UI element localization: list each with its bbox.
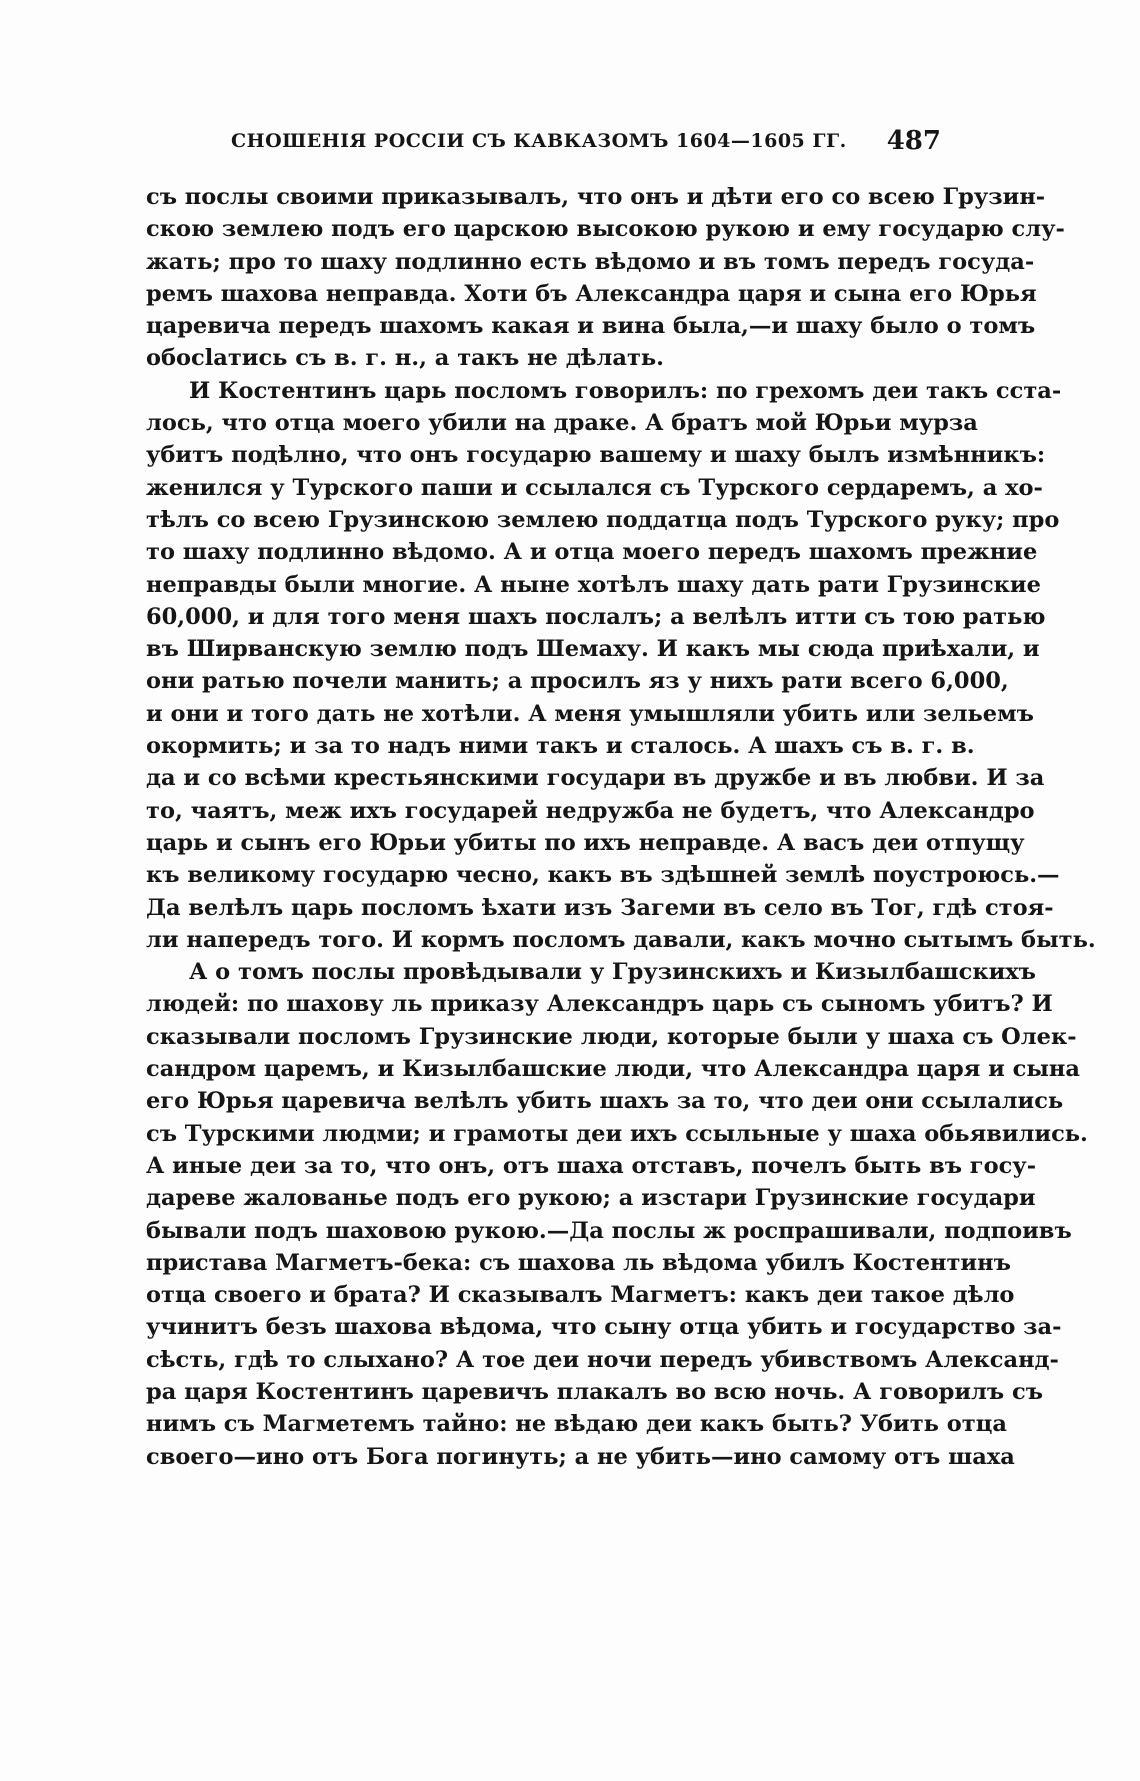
text-line: нимъ съ Магметемъ тайно: не вѣдаю деи какъ быть? Убить отца bbox=[146, 1411, 1007, 1438]
page-number: 487 bbox=[886, 126, 941, 156]
text-line: ремъ шахова неправда. Хоти бъ Александра царя и сына его Юрья bbox=[146, 280, 1037, 307]
text-line: то, чаятъ, меж ихъ государей недружба не будетъ, что Александро bbox=[146, 797, 1035, 824]
text-line: отца своего и брата? И сказывалъ Магметъ: какъ деи такое дѣло bbox=[146, 1282, 1015, 1309]
text-line: ли напередъ того. И кормъ посломъ давали, какъ мочно сытымъ быть. bbox=[146, 926, 1096, 953]
text-line: А иные деи за то, что онъ, отъ шаха отставъ, почелъ быть въ госу- bbox=[146, 1152, 1037, 1179]
text-line: то шаху подлинно вѣдомо. А и отца моего передъ шахомъ прежние bbox=[146, 539, 1038, 566]
text-line: тѣлъ со всею Грузинскою землею поддатца подъ Турского руку; про bbox=[146, 506, 1060, 533]
text-line: 60,000, и для того меня шахъ послалъ; а велѣлъ итти съ тою ратью bbox=[146, 603, 1046, 630]
text-line: сандром царемъ, и Кизылбашские люди, что Александра царя и сына bbox=[146, 1056, 1080, 1083]
page-header bbox=[231, 126, 941, 160]
text-line: обосlатись съ в. г. н., а такъ не дѣлать. bbox=[146, 345, 664, 372]
text-line: къ великому государю чесно, какъ въ здѣшней землѣ поустроюсь.— bbox=[146, 862, 1060, 889]
text-line: ра царя Костентинъ царевичъ плакалъ во всю ночь. А говорилъ съ bbox=[146, 1378, 1043, 1405]
text-line: неправды были многие. А ныне хотѣлъ шаху дать рати Грузинские bbox=[146, 571, 1041, 598]
text-line: окормить; и за то надъ ними такъ и сталось. А шахъ съ в. г. в. bbox=[146, 733, 975, 760]
text-line: убитъ подѣлно, что онъ государю вашему и шаху былъ измѣнникъ: bbox=[146, 442, 1046, 469]
text-line: людей: по шахову ль приказу Александръ царь съ сыномъ убитъ? И bbox=[146, 991, 1053, 1018]
text-line: А о томъ послы провѣдывали у Грузинскихъ и Кизылбашскихъ bbox=[189, 959, 1036, 986]
text-line: своего—ино отъ Бога погинуть; а не убить—ино самому отъ шаха bbox=[146, 1443, 1015, 1470]
text-line: они ратью почели манить; а просилъ яз у нихъ рати всего 6,000, bbox=[146, 668, 1009, 695]
text-line: Да велѣлъ царь посломъ ѣхати изъ Загеми въ село въ Тог, гдѣ стоя- bbox=[146, 894, 1054, 921]
text-line: царь и сынъ его Юрьи убиты по ихъ неправде. А васъ деи отпущу bbox=[146, 829, 1025, 856]
text-line: сказывали посломъ Грузинские люди, которые были у шаха съ Олек- bbox=[146, 1023, 1077, 1050]
text-line: скою землею подъ его царскою высокою рукою и ему государю слу- bbox=[146, 216, 1065, 243]
text-line: дареве жалованье подъ его рукою; а изстари Грузинские государи bbox=[146, 1185, 1036, 1212]
running-head: СНОШЕНІЯ РОССІИ СЪ КАВКАЗОМЪ 1604—1605 ГГ. bbox=[231, 130, 847, 152]
text-line: да и со всѣми крестьянскими государи въ дружбе и въ любви. И за bbox=[146, 765, 1045, 792]
text-line: въ Ширванскую землю подъ Шемаху. И какъ мы сюда приѣхали, и bbox=[146, 636, 1040, 663]
text-line: его Юрья царевича велѣлъ убить шахъ за то, что деи они ссылались bbox=[146, 1088, 1064, 1115]
text-line: лось, что отца моего убили на драке. А братъ мой Юрьи мурза bbox=[146, 410, 978, 437]
text-line: женился у Турского паши и ссылался съ Турского сердаремъ, а хо- bbox=[146, 474, 1043, 501]
text-line: царевича передъ шахомъ какая и вина была,—и шаху было о томъ bbox=[146, 313, 1036, 340]
text-line: сѣсть, гдѣ то слыхано? А тое деи ночи передъ убивствомъ Александ- bbox=[146, 1346, 1059, 1373]
text-line: И Костентинъ царь посломъ говорилъ: по грехомъ деи такъ сста- bbox=[189, 377, 1062, 404]
body-text bbox=[146, 181, 1096, 1473]
text-line: и они и того дать не хотѣли. А меня умышляли убить или зельемъ bbox=[146, 700, 1034, 727]
text-line: съ Турскими людми; и грамоты деи ихъ ссыльные у шаха обьявились. bbox=[146, 1120, 1088, 1147]
text-line: жать; про то шаху подлинно есть вѣдомо и въ томъ передъ госуда- bbox=[146, 248, 1035, 275]
text-line: учинитъ безъ шахова вѣдома, что сыну отца убить и государство за- bbox=[146, 1314, 1062, 1341]
text-line: съ послы своими приказывалъ, что онъ и дѣти его со всею Грузин- bbox=[146, 184, 1046, 210]
text-line: пристава Магметъ-бека: съ шахова ль вѣдома убилъ Костентинъ bbox=[146, 1249, 1011, 1276]
text-line: бывали подъ шаховою рукою.—Да послы ж роспрашивали, подпоивъ bbox=[146, 1217, 1072, 1244]
